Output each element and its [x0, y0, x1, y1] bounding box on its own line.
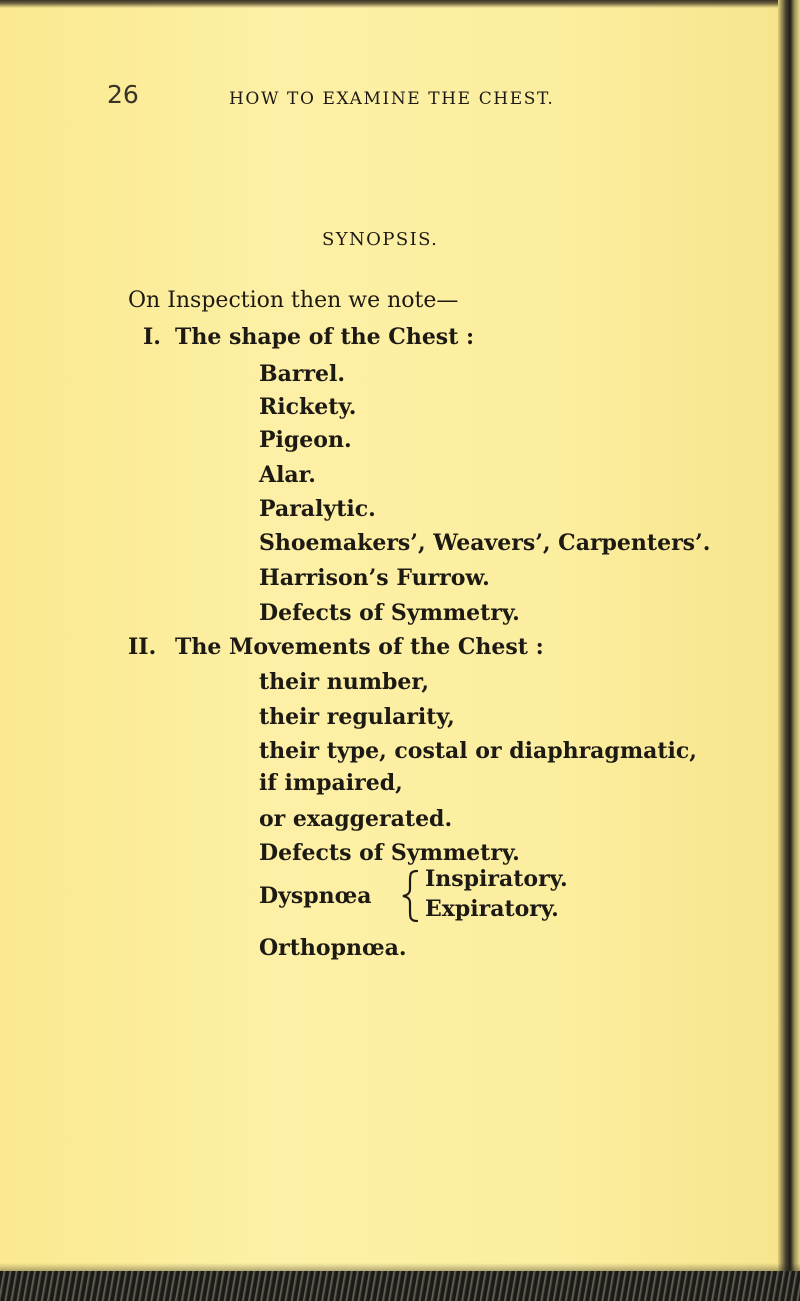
- list-item: Paralytic.: [259, 496, 376, 522]
- list-item: their regularity,: [259, 704, 455, 730]
- list-item: Defects of Symmetry.: [259, 600, 520, 626]
- section-1-numeral: I.: [143, 324, 161, 350]
- section-2-numeral: II.: [128, 634, 157, 660]
- section-1-heading: The shape of the Chest :: [175, 324, 475, 350]
- page-top-edge: [0, 0, 800, 8]
- list-item: Pigeon.: [259, 427, 352, 453]
- list-item: Shoemakers’, Weavers’, Carpenters’.: [259, 530, 711, 556]
- list-item: their type, costal or diaphragmatic,: [259, 738, 697, 764]
- page-number: 26: [107, 80, 139, 109]
- list-item: Harrison’s Furrow.: [259, 565, 490, 591]
- list-item: Barrel.: [259, 361, 346, 387]
- page-bottom-shadow: [0, 1263, 800, 1271]
- section-title: SYNOPSIS.: [322, 229, 439, 250]
- list-item: if impaired,: [259, 770, 403, 796]
- dyspnoea-option: Expiratory.: [425, 896, 559, 922]
- curly-brace-icon: [400, 869, 420, 923]
- list-item: Alar.: [259, 462, 316, 488]
- section-2-heading: The Movements of the Chest :: [175, 634, 544, 660]
- running-head: HOW TO EXAMINE THE CHEST.: [229, 89, 555, 109]
- list-item: their number,: [259, 669, 430, 695]
- dyspnoea-option: Inspiratory.: [425, 866, 568, 892]
- list-item: Defects of Symmetry.: [259, 840, 520, 866]
- page-binding-edge: [778, 0, 800, 1301]
- dyspnoea-label: Dyspnœa: [259, 883, 372, 909]
- page-bottom-edge: [0, 1271, 800, 1301]
- list-item: or exaggerated.: [259, 806, 453, 832]
- list-item: Rickety.: [259, 394, 357, 420]
- intro-line: On Inspection then we note—: [128, 288, 459, 313]
- list-item: Orthopnœa.: [259, 935, 407, 961]
